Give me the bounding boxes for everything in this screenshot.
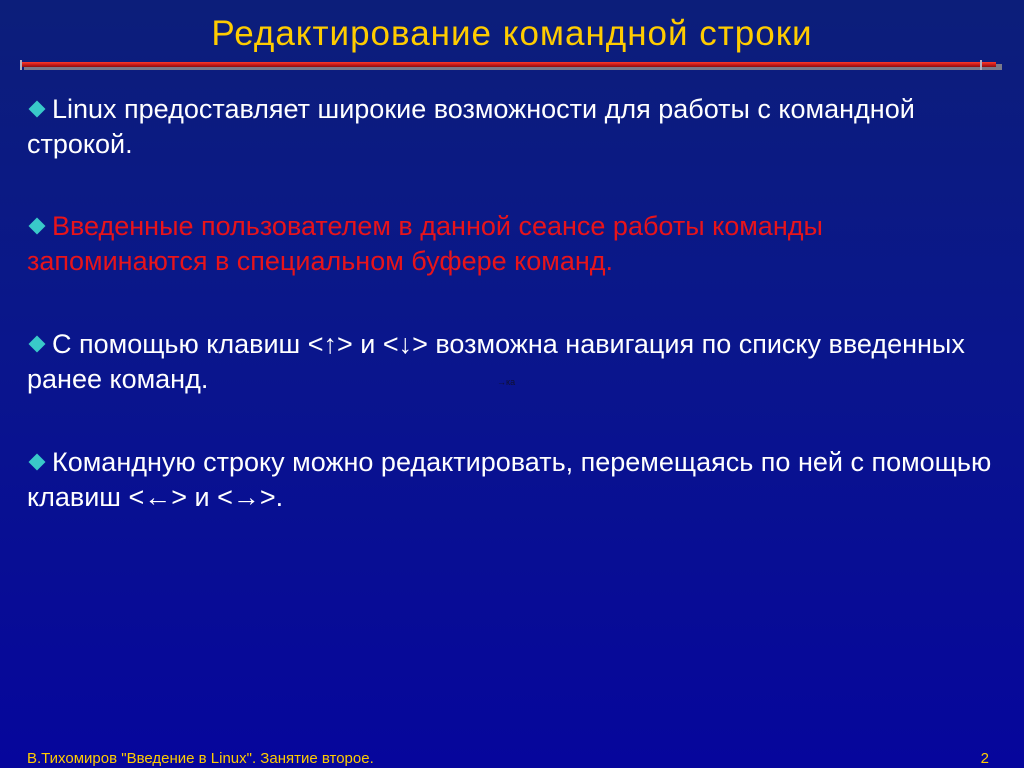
footer-page-number: 2	[980, 750, 989, 767]
title-divider-tick-left	[20, 60, 22, 70]
stray-text-artifact: →ка	[497, 377, 516, 387]
slide-title: Редактирование командной строки	[211, 14, 813, 53]
footer-author-course: В.Тихомиров "Введение в Linux". Занятие второе.	[27, 750, 374, 767]
title-divider-bar	[20, 62, 996, 67]
diamond-bullet-icon	[29, 217, 46, 234]
bullet-text: Введенные пользователем в данной сеансе работы команды запоминаются в специальном буфере команд.	[27, 211, 823, 276]
bullet-item	[27, 445, 997, 515]
bullet-item-highlighted	[27, 209, 997, 279]
diamond-bullet-icon	[29, 100, 46, 117]
diamond-bullet-icon	[29, 335, 46, 352]
diamond-bullet-icon	[29, 453, 46, 470]
bullet-text: С помощью клавиш <↑> и <↓> возможна навигация по списку введенных ранее команд.	[27, 329, 965, 394]
title-divider	[20, 60, 1002, 72]
bullet-text: Linux предоставляет широкие возможности для работы с командной строкой.	[27, 94, 915, 159]
bullet-item	[27, 92, 997, 162]
title-divider-tick-right	[980, 60, 982, 70]
bullet-text: Командную строку можно редактировать, перемещаясь по ней с помощью клавиш <←> и <→>.	[27, 447, 992, 512]
